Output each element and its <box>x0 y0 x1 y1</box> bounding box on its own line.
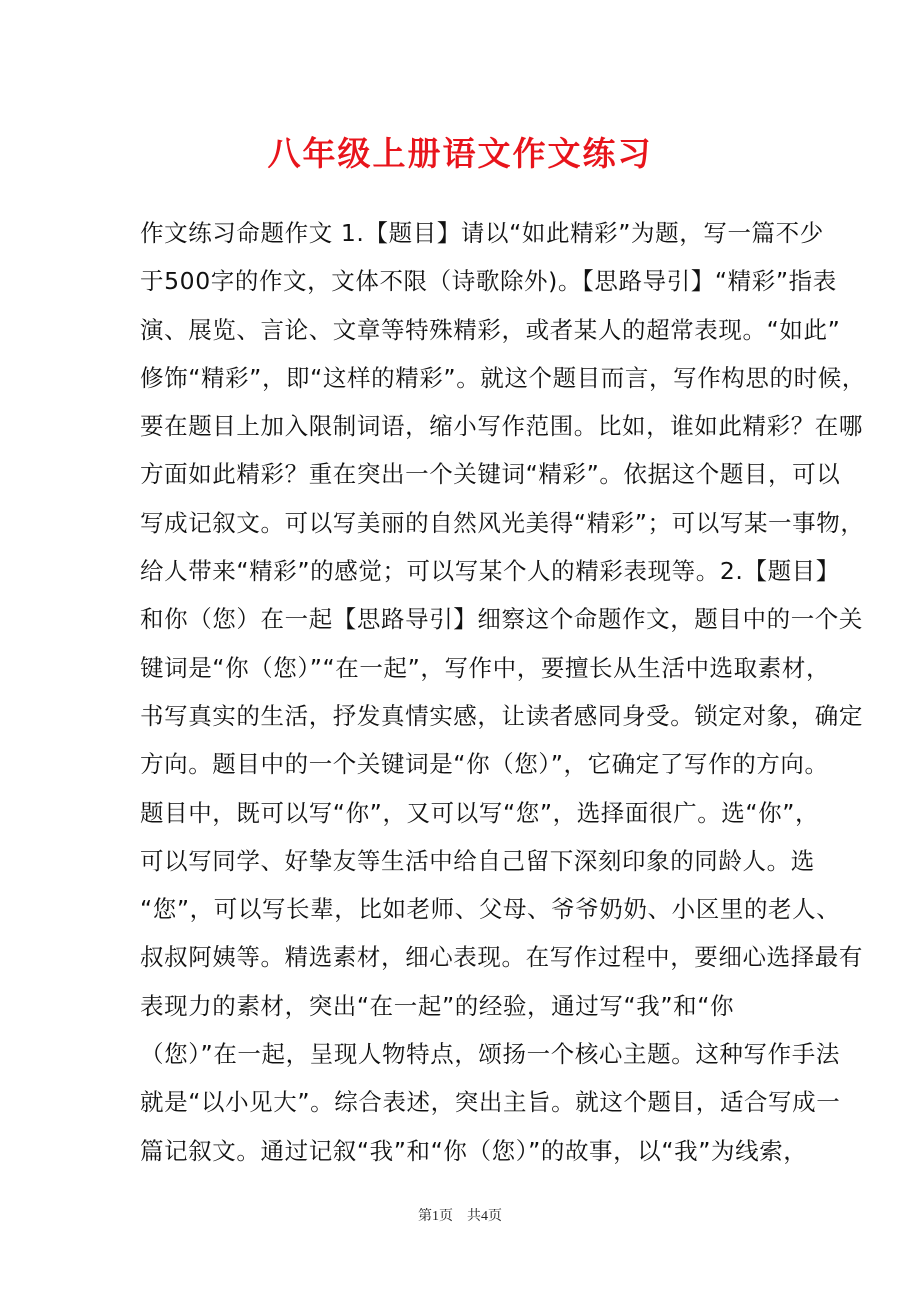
text-line: （您）”在一起，呈现人物特点，颂扬一个核心主题。这种写作手法 <box>140 1040 840 1069</box>
text-line: 可以写同学、好挚友等生活中给自己留下深刻印象的同龄人。选 <box>140 846 815 875</box>
text-line: 表现力的素材，突出“在一起”的经验，通过写“我”和“你 <box>140 991 735 1020</box>
text-line: 写成记叙文。可以写美丽的自然风光美得“精彩”；可以写某一事物， <box>140 508 865 537</box>
text-line: 叔叔阿姨等。精选素材，细心表现。在写作过程中，要细心选择最有 <box>140 943 863 972</box>
text-line: 书写真实的生活，抒发真情实感，让读者感同身受。锁定对象，确定 <box>140 701 863 730</box>
document-body <box>140 213 866 1179</box>
text-line: 方面如此精彩？重在突出一个关键词“精彩”。依据这个题目，可以 <box>140 460 841 489</box>
text-line: 作文练习命题作文 1.【题目】请以“如此精彩”为题，写一篇不少 <box>140 219 824 247</box>
text-line: 方向。题目中的一个关键词是“你（您）”，它确定了写作的方向。 <box>140 750 829 779</box>
text-line: 就是“以小见大”。综合表述，突出主旨。就这个题目，适合写成一 <box>140 1088 841 1117</box>
text-line: 要在题目上加入限制词语，缩小写作范围。比如，谁如此精彩？在哪 <box>140 412 863 441</box>
text-line: 于500字的作文，文体不限（诗歌除外)。【思路导引】“精彩”指表 <box>140 267 837 296</box>
text-line: 题目中，既可以写“你”，又可以写“您”，选择面很广。选“你”， <box>140 798 820 827</box>
text-line: “您”，可以写长辈，比如老师、父母、爷爷奶奶、小区里的老人、 <box>140 895 841 924</box>
text-line: 给人带来“精彩”的感觉；可以写某个人的精彩表现等。2.【题目】 <box>140 557 840 586</box>
text-line: 演、展览、言论、文章等特殊精彩，或者某人的超常表现。“如此” <box>140 315 841 344</box>
text-line: 篇记叙文。通过记叙“我”和“你（您）”的故事，以“我”为线索， <box>140 1136 808 1165</box>
text-line: 键词是“你（您）”“在一起”，写作中，要擅长从生活中选取素材， <box>140 653 831 682</box>
text-line: 和你（您）在一起【思路导引】细察这个命题作文，题目中的一个关 <box>140 605 863 634</box>
document-title: 八年级上册语文作文练习 <box>267 134 653 173</box>
page-footer: 第1页 共4页 <box>418 1209 502 1224</box>
text-line: 修饰“精彩”，即“这样的精彩”。就这个题目而言，写作构思的时候， <box>140 363 866 392</box>
